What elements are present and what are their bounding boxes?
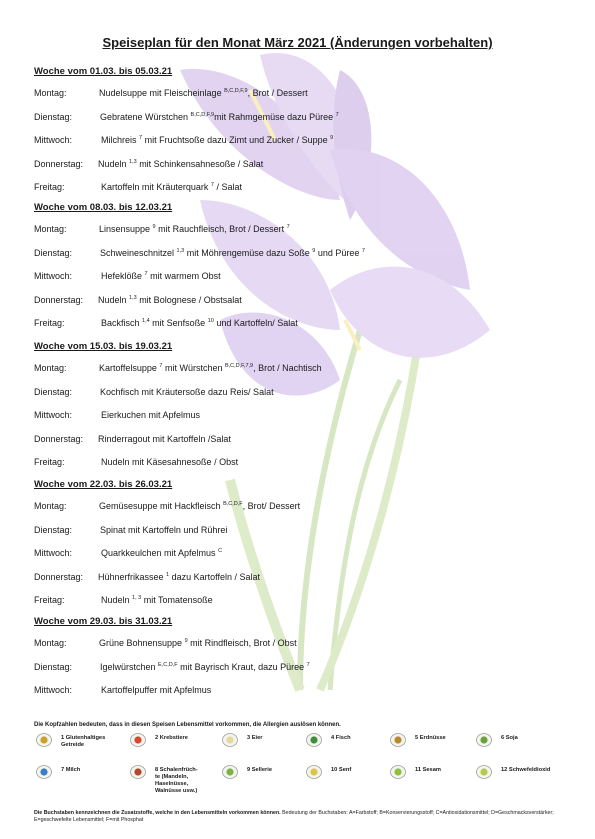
menu-row [34, 410, 201, 420]
allergen-code: 1 [166, 571, 170, 578]
weekday-label: Freitag: [34, 457, 65, 467]
sesame-icon [390, 765, 406, 779]
allergen-label: 9 Sellerie [247, 767, 272, 773]
allergen-label: 1 Glutenhaltiges Getreide [61, 735, 106, 749]
weekday-label: Montag: [34, 363, 67, 373]
celery-icon [222, 765, 238, 779]
menu-row [34, 501, 301, 511]
allergen-code: 7 [139, 135, 143, 141]
weekday-label: Freitag: [34, 318, 65, 328]
meal-description: Nudeln $^{1,3}$ mit Bolognese / Obstsalat [98, 294, 242, 305]
menu-row [34, 524, 228, 535]
allergen-code: 7 [144, 271, 148, 277]
allergen-code: B,C,D,F [223, 501, 243, 507]
menu-row [34, 433, 231, 444]
menu-row [34, 638, 297, 648]
meal-description: Eierkuchen mit Apfelmus [101, 410, 201, 420]
menu-row [34, 363, 322, 373]
allergen-code: 7 [210, 182, 214, 188]
weekday-label: Donnerstag: [34, 158, 84, 169]
week-heading: Woche vom 01.03. bis 05.03.21 [34, 66, 173, 77]
weekday-label: Dienstag: [34, 661, 73, 672]
weekday-label: Donnerstag: [34, 294, 84, 305]
menu-row [34, 685, 212, 695]
menu-row [34, 247, 365, 258]
allergen-code: 9 [152, 224, 156, 230]
weekday-label: Montag: [34, 501, 67, 511]
meal-description: Kartoffelsuppe $^7$ mit Würstchen $^{B,C,D,F,7,9}$, Brot / Nachtisch [99, 363, 322, 373]
allergen-code: 1,4 [142, 318, 150, 324]
allergen-code: B,C,D,F,7,9 [224, 363, 254, 369]
allergen-label: 11 Sesam [415, 767, 441, 773]
week-heading: Woche vom 15.03. bis 19.03.21 [34, 341, 173, 352]
meal-description: Nudeln $^{1, 3}$ mit Tomatensoße [101, 595, 213, 605]
menu-row [34, 571, 261, 582]
allergen-code: 1,3 [129, 294, 137, 301]
week-heading: Woche vom 29.03. bis 31.03.21 [34, 616, 173, 627]
mustard-icon [306, 765, 322, 779]
menu-row [34, 661, 310, 672]
allergen-code: 7 [361, 247, 365, 254]
meal-description: Rinderragout mit Kartoffeln /Salat [98, 433, 231, 444]
allergen-label: 10 Senf [331, 767, 352, 773]
week-heading: Woche vom 08.03. bis 12.03.21 [34, 202, 173, 213]
weekday-label: Mittwoch: [34, 685, 73, 695]
additives-note-text: Bedeutung der Buchstaben: A=Farbstoff; B=Konservierungsstoff; C=Antioxidationsmittel; D=Geschmacksverstärker; E=geschwefelte Lebensmittel; F=mit Phosphat [34, 810, 554, 823]
weekday-label: Mittwoch: [34, 271, 73, 281]
menu-row [34, 271, 221, 281]
allergen-label: 4 Fisch [331, 735, 351, 741]
soy-icon [476, 733, 492, 747]
menu-row [34, 158, 264, 169]
meal-description: Gemüsesuppe mit Hackfleisch $^{B,C,D,F}$, Brot/ Dessert [99, 501, 301, 511]
crab-icon [130, 733, 146, 747]
meal-description: Spinat mit Kartoffeln und Rührei [100, 524, 228, 535]
menu-row [34, 224, 290, 234]
weekday-label: Mittwoch: [34, 548, 73, 558]
allergen-code: 1,3 [129, 158, 137, 165]
menu-row [34, 595, 213, 605]
menu-row [34, 182, 242, 192]
weekday-label: Freitag: [34, 595, 65, 605]
weekday-label: Montag: [34, 224, 67, 234]
allergen-legend-intro: Die Kopfzahlen bedeuten, dass in diesen Speisen Lebensmittel vorkommen, die Allergien auslösen können. [34, 722, 341, 728]
meal-description: Igelwürstchen $^{E,C,D,F}$ mit Bayrisch Kraut, dazu Püree $^7$ [100, 661, 310, 672]
allergen-label: 3 Eier [247, 735, 263, 741]
meal-description: Backfisch $^{1,4}$ mit Senfsoße $^{10}$ und Kartoffeln/ Salat [101, 318, 298, 328]
allergen-code: 7 [335, 111, 339, 118]
weekday-label: Mittwoch: [34, 135, 73, 145]
weekday-label: Freitag: [34, 182, 65, 192]
meal-description: Grüne Bohnensuppe $^9$ mit Rindfleisch, Brot / Obst [99, 638, 297, 648]
menu-row [34, 457, 239, 467]
weekday-label: Dienstag: [34, 386, 73, 397]
meal-description: Nudelsuppe mit Fleischeinlage $^{B,C,D,F,9}$, Brot / Dessert [99, 88, 308, 98]
weekday-label: Dienstag: [34, 524, 73, 535]
nut-icon [130, 765, 146, 779]
menu-row [34, 111, 339, 122]
sulfur-icon [476, 765, 492, 779]
weekday-label: Dienstag: [34, 111, 73, 122]
menu-row [34, 548, 223, 558]
peanut-icon [390, 733, 406, 747]
menu-row [34, 88, 308, 98]
meal-description: Kartoffeln mit Kräuterquark $^7$ / Salat [101, 182, 242, 192]
allergen-code: B,C,D,F,9 [190, 111, 215, 118]
fish-icon [306, 733, 322, 747]
allergen-code: 9 [330, 135, 334, 141]
weekday-label: Dienstag: [34, 247, 73, 258]
allergen-code: C [218, 548, 223, 554]
allergen-label: 2 Krebstiere [155, 735, 188, 741]
meal-description: Quarkkeulchen mit Apfelmus $^C$ [101, 548, 223, 558]
week-heading: Woche vom 22.03. bis 26.03.21 [34, 479, 173, 490]
allergen-label: 5 Erdnüsse [415, 735, 446, 741]
weekday-label: Montag: [34, 88, 67, 98]
additives-note-bold: Die Buchstaben kennzeichnen die Zusatzstoffe, welche in den Lebensmitteln vorkommen können. [34, 810, 281, 816]
page-title: Speiseplan für den Monat März 2021 (Änderungen vorbehalten) [102, 35, 493, 50]
allergen-code: 1,3 [176, 247, 185, 254]
meal-description: Kartoffelpuffer mit Apfelmus [101, 685, 212, 695]
grain-icon [36, 733, 52, 747]
allergen-label: 7 Milch [61, 767, 81, 773]
allergen-code: E,C,D,F [158, 661, 178, 668]
meal-description: Linsensuppe $^9$ mit Rauchfleisch, Brot / Dessert $^7$ [99, 224, 290, 234]
allergen-code: 7 [159, 363, 163, 369]
allergen-code: 9 [312, 247, 316, 254]
allergen-label: 6 Soja [501, 735, 518, 741]
allergen-label: 8 Schalenfrüch- te (Mandeln, Haselnüsse, Walnüsse usw.) [155, 767, 198, 795]
allergen-code: B,C,D,F,9 [224, 88, 248, 94]
meal-description: Schweineschnitzel $^{1,3}$ mit Möhrengemüse dazu Soße $^9$ und Püree $^7$ [100, 247, 365, 258]
milk-icon [36, 765, 52, 779]
weekday-label: Donnerstag: [34, 433, 84, 444]
meal-description: Gebratene Würstchen $^{B,C,D,F,9}$mit Rahmgemüse dazu Püree $^7$ [100, 111, 339, 122]
menu-row [34, 135, 334, 145]
meal-description: Hühnerfrikassee $^1$ dazu Kartoffeln / Salat [98, 571, 261, 582]
menu-row [34, 294, 242, 305]
allergen-code: 9 [184, 638, 188, 644]
allergen-code: 7 [286, 224, 290, 230]
allergen-code: 7 [306, 661, 310, 668]
meal-description: Hefeklöße $^7$ mit warmem Obst [101, 271, 221, 281]
allergen-label: 12 Schwefeldioxid [501, 767, 551, 773]
menu-row [34, 386, 274, 397]
allergen-code: 10 [207, 318, 214, 324]
meal-description: Kochfisch mit Kräutersoße dazu Reis/ Salat [100, 386, 274, 397]
meal-description: Nudeln $^{1,3}$ mit Schinkensahnesoße / Salat [98, 158, 264, 169]
allergen-code: 1, 3 [132, 595, 142, 601]
egg-icon [222, 733, 238, 747]
meal-description: Milchreis $^7$ mit Fruchtsoße dazu Zimt und Zucker / Suppe $^9$ [101, 135, 334, 145]
meal-description: Nudeln mit Käsesahnesoße / Obst [101, 457, 239, 467]
weekday-label: Donnerstag: [34, 571, 84, 582]
weekday-label: Mittwoch: [34, 410, 73, 420]
weekday-label: Montag: [34, 638, 67, 648]
additives-footnote [34, 810, 574, 824]
menu-row [34, 318, 298, 328]
